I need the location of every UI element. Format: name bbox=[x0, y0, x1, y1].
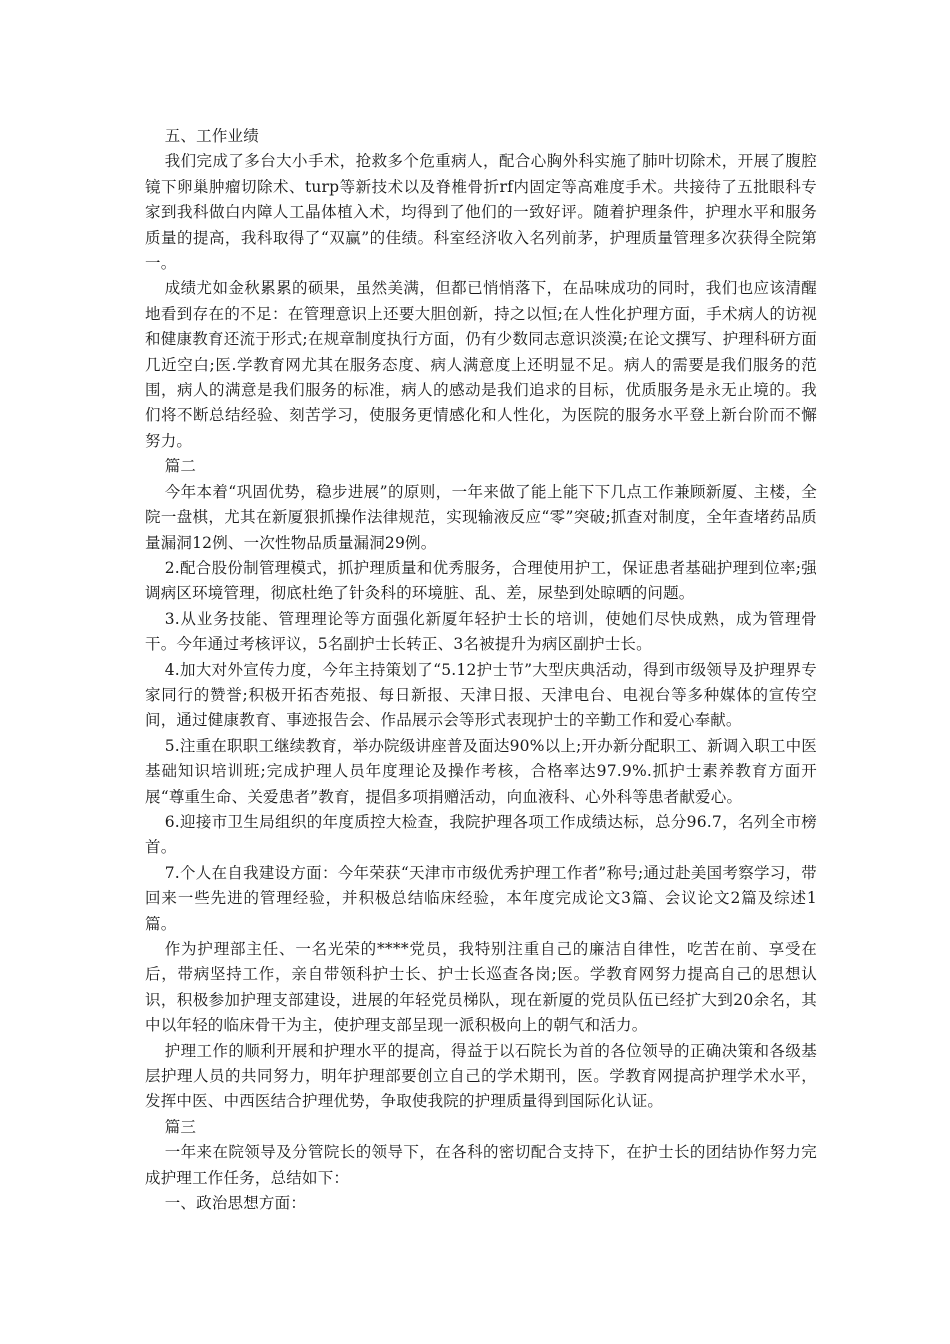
document-body bbox=[145, 124, 817, 1216]
section-heading-part-three: 篇三 bbox=[164, 1117, 197, 1136]
subheading-political-thought: 一、政治思想方面： bbox=[164, 1194, 307, 1213]
section-heading-work-achievements: 五、工作业绩 bbox=[164, 127, 259, 145]
paragraph: 我们完成了多台大小手术，抢救多个危重病人，配合心胸外科实施了肺叶切除术，开展了腹腔镜下卵巢肿瘤切除术、turp等新技术以及脊椎骨折rf内固定等高难度手术。共接待了五批眼科专家到我科做白内障人工晶体植入术，均得到了他们的一致好评。随着护理条件，护理水平和服务质量的提高，我科取得了“双赢”的佳绩。科室经济收入名列前茅，护理质量管理多次获得全院第一。 bbox=[145, 152, 817, 273]
list-item: 5.注重在职职工继续教育，举办院级讲座普及面达90%以上;开办新分配职工、新调入职工中医基础知识培训班;完成护理人员年度理论及操作考核，合格率达97.9%.抓护士素养教育方面开展“尊重生命、关爱患者”教育，提倡多项捐赠活动，向血液科、心外科等患者献爱心。 bbox=[145, 736, 817, 806]
paragraph: 护理工作的顺利开展和护理水平的提高，得益于以石院长为首的各位领导的正确决策和各级基层护理人员的共同努力，明年护理部要创立自己的学术期刊，医。学教育网提高护理学术水平，发挥中医、中西医结合护理优势，争取使我院的护理质量得到国际化认证。 bbox=[145, 1041, 817, 1111]
paragraph: 成绩尤如金秋累累的硕果，虽然美满，但都已悄悄落下，在品味成功的同时，我们也应该清醒地看到存在的不足：在管理意识上还要大胆创新，持之以恒;在人性化护理方面，手术病人的访视和健康教育还流于形式;在规章制度执行方面，仍有少数同志意识淡漠;在论文撰写、护理科研方面几近空白;医.学教育网尤其在服务态度、病人满意度上还明显不足。病人的需要是我们服务的范围，病人的满意是我们服务的标准，病人的感动是我们追求的目标，优质服务是永无止境的。我们将不断总结经验、刻苦学习，使服务更情感化和人性化，为医院的服务水平登上新台阶而不懈努力。 bbox=[145, 279, 817, 450]
paragraph: 今年本着“巩固优势，稳步进展”的原则，一年来做了能上能下下几点工作兼顾新厦、主楼，全院一盘棋，尤其在新厦狠抓操作法律规范，实现输液反应“零”突破;抓查对制度，全年查堵药品质量漏洞12例、一次性物品质量漏洞29例。 bbox=[145, 482, 817, 552]
paragraph: 作为护理部主任、一名光荣的****党员，我特别注重自己的廉洁自律性，吃苦在前、享受在后，带病坚持工作，亲自带领科护士长、护士长巡查各岗;医。学教育网努力提高自己的思想认识，积极参加护理支部建设，进展的年轻党员梯队，现在新厦的党员队伍已经扩大到20余名，其中以年轻的临床骨干为主，使护理支部呈现一派积极向上的朝气和活力。 bbox=[145, 940, 817, 1035]
paragraph: 一年来在院领导及分管院长的领导下，在各科的密切配合支持下，在护士长的团结协作努力完成护理工作任务，总结如下： bbox=[145, 1143, 817, 1187]
list-item: 6.迎接市卫生局组织的年度质控大检查，我院护理各项工作成绩达标，总分96.7，名列全市榜首。 bbox=[145, 812, 817, 857]
list-item: 7.个人在自我建设方面：今年荣获“天津市市级优秀护理工作者”称号;通过赴美国考察学习，带回来一些先进的管理经验，并积极总结临床经验，本年度完成论文3篇、会议论文2篇及综述1篇。 bbox=[145, 863, 817, 933]
list-item: 4.加大对外宣传力度，今年主持策划了“5.12护士节”大型庆典活动，得到市级领导及护理界专家同行的赞誉;积极开拓杏苑报、每日新报、天津日报、天津电台、电视台等多种媒体的宣传空间，通过健康教育、事迹报告会、作品展示会等形式表现护士的辛勤工作和爱心奉献。 bbox=[145, 660, 817, 730]
list-item: 2.配合股份制管理模式，抓护理质量和优秀服务，合理使用护工，保证患者基础护理到位率;强调病区环境管理，彻底杜绝了针灸科的环境脏、乱、差，尿垫到处晾晒的问题。 bbox=[145, 558, 817, 603]
list-item: 3.从业务技能、管理理论等方面强化新厦年轻护士长的培训，使她们尽快成熟，成为管理骨干。今年通过考核评议，5名副护士长转正、3名被提升为病区副护士长。 bbox=[145, 609, 817, 654]
section-heading-part-two: 篇二 bbox=[164, 457, 197, 476]
